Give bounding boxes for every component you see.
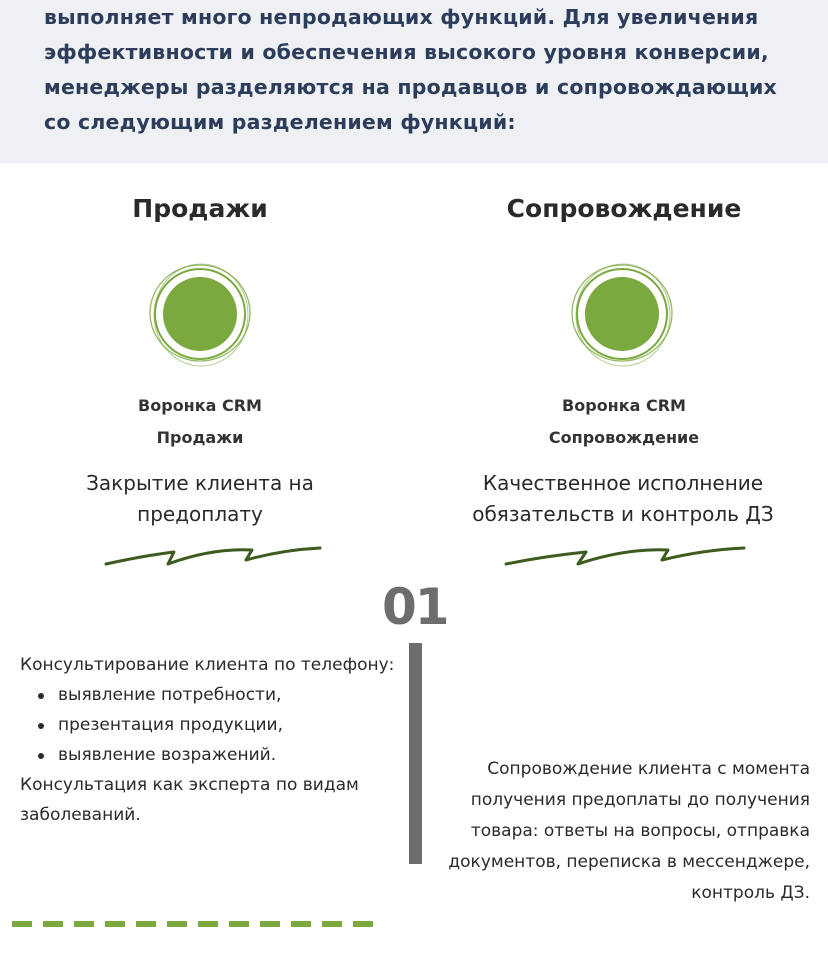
sales-funnel-line1: Воронка CRM xyxy=(138,396,262,415)
list-item: выявление возражений. xyxy=(58,740,400,770)
support-funnel-line1: Воронка CRM xyxy=(562,396,686,415)
intro-panel xyxy=(0,0,828,163)
support-goal: Качественное исполнение обязательств и контроль ДЗ xyxy=(472,471,774,526)
squiggle-divider-left xyxy=(102,534,324,570)
list-item: презентация продукции, xyxy=(58,710,400,740)
sales-goal: Закрытие клиента на предоплату xyxy=(86,471,314,526)
sales-description-outro: Консультация как эксперта по видам заболеваний. xyxy=(20,775,359,825)
section-number: 01 xyxy=(382,578,448,636)
support-title: Сопровождение xyxy=(506,194,742,223)
support-description: Сопровождение клиента с момента получения предоплаты до получения товара: ответы на вопросы, отправка документов, переписка в мессенджере, контроль ДЗ. xyxy=(448,759,810,903)
vertical-divider xyxy=(409,643,422,864)
sales-description xyxy=(20,650,400,830)
sales-description-intro: Консультирование клиента по телефону: xyxy=(20,655,395,675)
green-circle-icon xyxy=(567,259,677,369)
dashed-divider xyxy=(12,918,378,930)
list-item: выявление потребности, xyxy=(58,680,400,710)
sales-funnel-line2: Продажи xyxy=(156,428,244,447)
squiggle-divider-right xyxy=(502,534,748,570)
green-circle-icon xyxy=(145,259,255,369)
sales-funnel-label xyxy=(0,390,400,454)
support-funnel-label xyxy=(424,390,824,454)
support-funnel-line2: Сопровождение xyxy=(548,428,700,447)
intro-text: выполняет много непродающих функций. Для увеличения эффективности и обеспечения высокого уровня конверсии, менеджеры разделяются на продавцов и сопровождающих со следующим разделением функций: xyxy=(44,5,777,134)
sales-title: Продажи xyxy=(132,194,268,223)
sales-bullet-list xyxy=(20,680,400,770)
